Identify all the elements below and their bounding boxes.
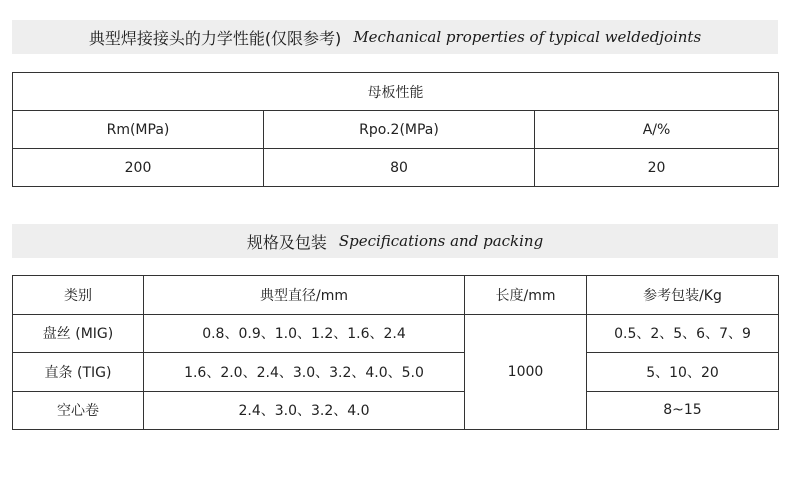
category-cell: 空心卷 [13,391,144,430]
specifications-title-en: Specifications and packing [338,232,544,250]
table-row [13,391,779,430]
category-cell: 盘丝 (MIG) [13,314,144,353]
header-rm: Rm(MPa) [13,111,264,149]
specifications-banner [12,224,778,258]
table-row [13,276,779,315]
mechanical-properties-title-en: Mechanical properties of typical weldedjoints [353,28,702,46]
packing-cell: 5、10、20 [587,353,779,392]
specifications-table [12,275,779,430]
table-row [13,73,779,111]
table-row [13,111,779,149]
table-row [13,353,779,392]
packing-cell: 8~15 [587,391,779,430]
diameter-cell: 1.6、2.0、2.4、3.0、3.2、4.0、5.0 [144,353,465,392]
value-rpo2: 80 [264,149,535,187]
table-row [13,314,779,353]
base-metal-properties-table [12,72,779,187]
mechanical-properties-banner [12,20,778,54]
packing-cell: 0.5、2、5、6、7、9 [587,314,779,353]
value-elongation: 20 [535,149,779,187]
group-header-cell: 母板性能 [13,73,779,111]
header-length: 长度/mm [465,276,587,315]
specifications-title-cn: 规格及包装 [246,232,327,252]
value-rm: 200 [13,149,264,187]
table-row [13,149,779,187]
diameter-cell: 0.8、0.9、1.0、1.2、1.6、2.4 [144,314,465,353]
header-category: 类别 [13,276,144,315]
mechanical-properties-title-cn: 典型焊接接头的力学性能(仅限参考) [88,28,342,48]
category-cell: 直条 (TIG) [13,353,144,392]
header-packing: 参考包装/Kg [587,276,779,315]
header-elongation: A/% [535,111,779,149]
header-rpo2: Rpo.2(MPa) [264,111,535,149]
length-cell: 1000 [465,314,587,430]
diameter-cell: 2.4、3.0、3.2、4.0 [144,391,465,430]
header-diameter: 典型直径/mm [144,276,465,315]
